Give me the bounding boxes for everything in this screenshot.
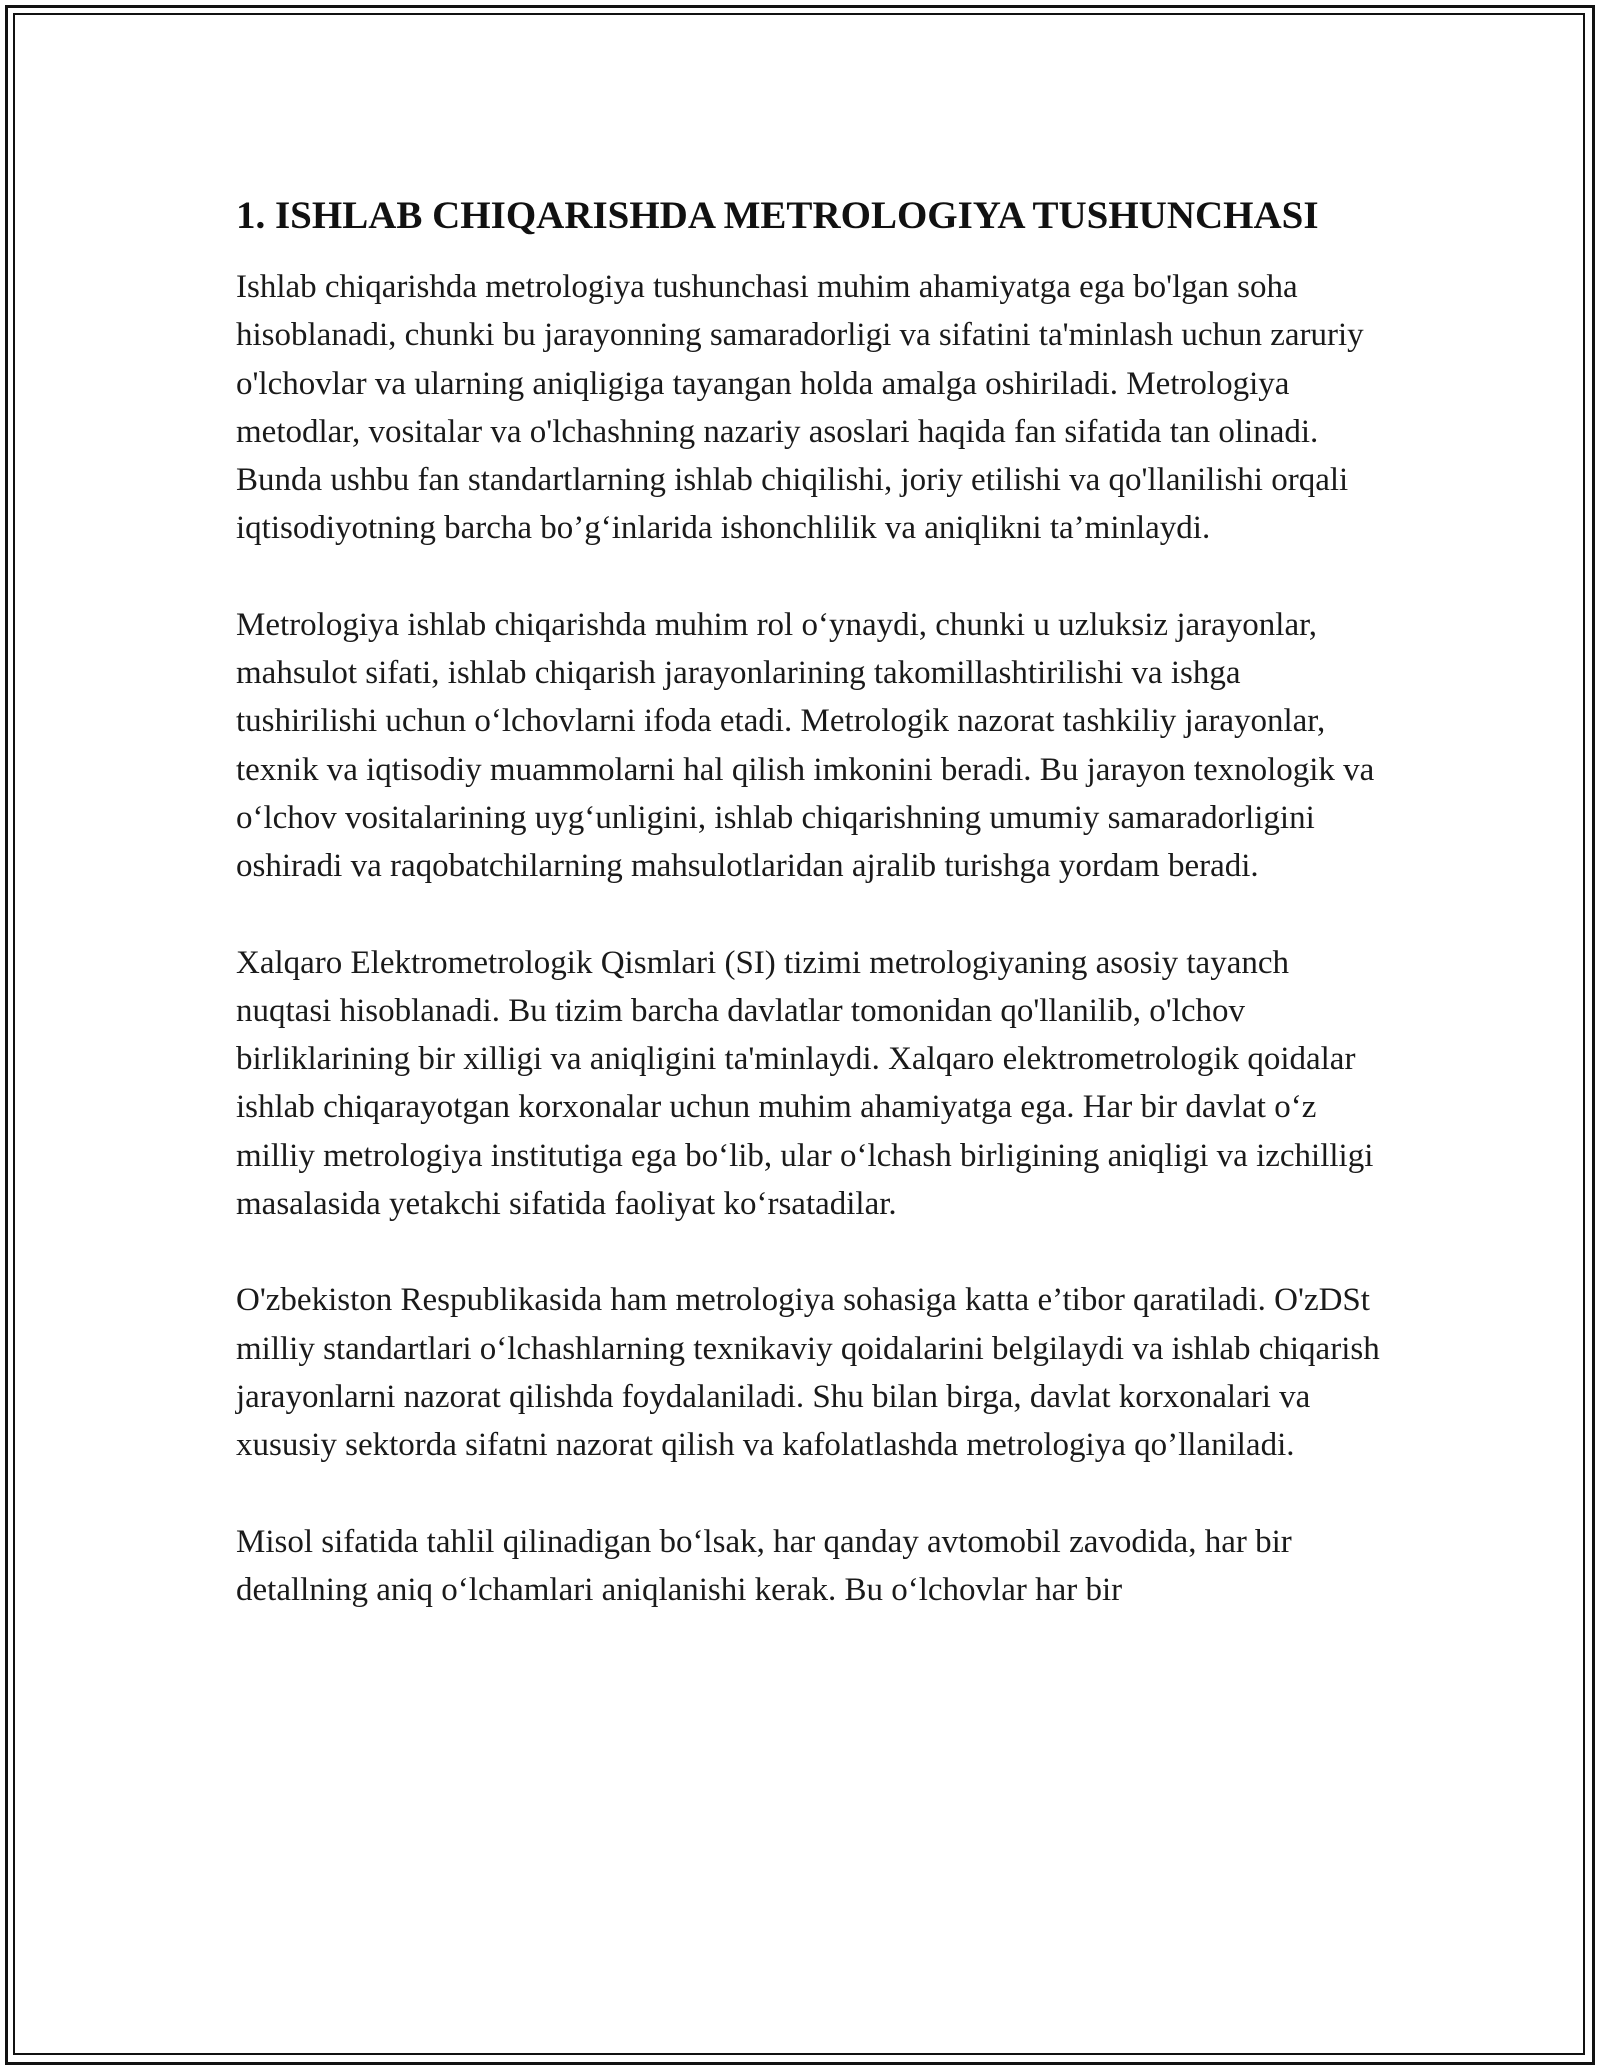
document-body	[236, 188, 1386, 1662]
paragraph-3: Xalqaro Elektrometrologik Qismlari (SI) tizimi metrologiyaning asosiy tayanch nuqtasi hisoblanadi. Bu tizim barcha davlatlar tomonidan qo'llanilib, o'lchov birliklarining bir xilligi va aniqligini ta'minlaydi. Xalqaro elektrometrologik qoidalar ishlab chiqarayotgan korxonalar uchun muhim ahamiyatga ega. Har bir davlat o‘z milliy metrologiya institutiga ega bo‘lib, ular o‘lchash birligining aniqligi va izchilligi masalasida yetakchi sifatida faoliyat ko‘rsatadilar.	[236, 944, 1374, 1223]
paragraph-4: O'zbekiston Respublikasida ham metrologiya sohasiga katta e’tibor qaratiladi. O'zDSt milliy standartlari o‘lchashlarning texnikaviy qoidalarini belgilaydi va ishlab chiqarish jarayonlarni nazorat qilishda foydalaniladi. Shu bilan birga, davlat korxonalari va xususiy sektorda sifatni nazorat qilish va kafolatlashda metrologiya qo’llaniladi.	[236, 1282, 1380, 1464]
page-title: 1. ISHLAB CHIQARISHDA METROLOGIYA TUSHUNCHASI	[236, 194, 1319, 237]
paragraph-1: Ishlab chiqarishda metrologiya tushunchasi muhim ahamiyatga ega bo'lgan soha hisoblanadi, chunki bu jarayonning samaradorligi va sifatini ta'minlash uchun zaruriy o'lchovlar va ularning aniqligiga tayangan holda amalga oshiriladi. Metrologiya metodlar, vositalar va o'lchashning nazariy asoslari haqida fan sifatida tan olinadi. Bunda ushbu fan standartlarning ishlab chiqilishi, joriy etilishi va qo'llanilishi orqali iqtisodiyotning barcha bo’g‘inlarida ishonchlilik va aniqlikni ta’minlaydi.	[236, 269, 1364, 547]
paragraph-2: Metrologiya ishlab chiqarishda muhim rol o‘ynaydi, chunki u uzluksiz jarayonlar, mahsulot sifati, ishlab chiqarish jarayonlarining takomillashtirilishi va ishga tushirilishi uchun o‘lchovlarni ifoda etadi. Metrologik nazorat tashkiliy jarayonlar, texnik va iqtisodiy muammolarni hal qilish imkonini beradi. Bu jarayon texnologik va o‘lchov vositalarining uyg‘unligini, ishlab chiqarishning umumiy samaradorligini oshiradi va raqobatchilarning mahsulotlaridan ajralib turishga yordam beradi.	[236, 606, 1375, 885]
paragraph-5: Misol sifatida tahlil qilinadigan bo‘lsak, har qanday avtomobil zavodida, har bir detallning aniq o‘lchamlari aniqlanishi kerak. Bu o‘lchovlar har bir	[236, 1523, 1292, 1608]
